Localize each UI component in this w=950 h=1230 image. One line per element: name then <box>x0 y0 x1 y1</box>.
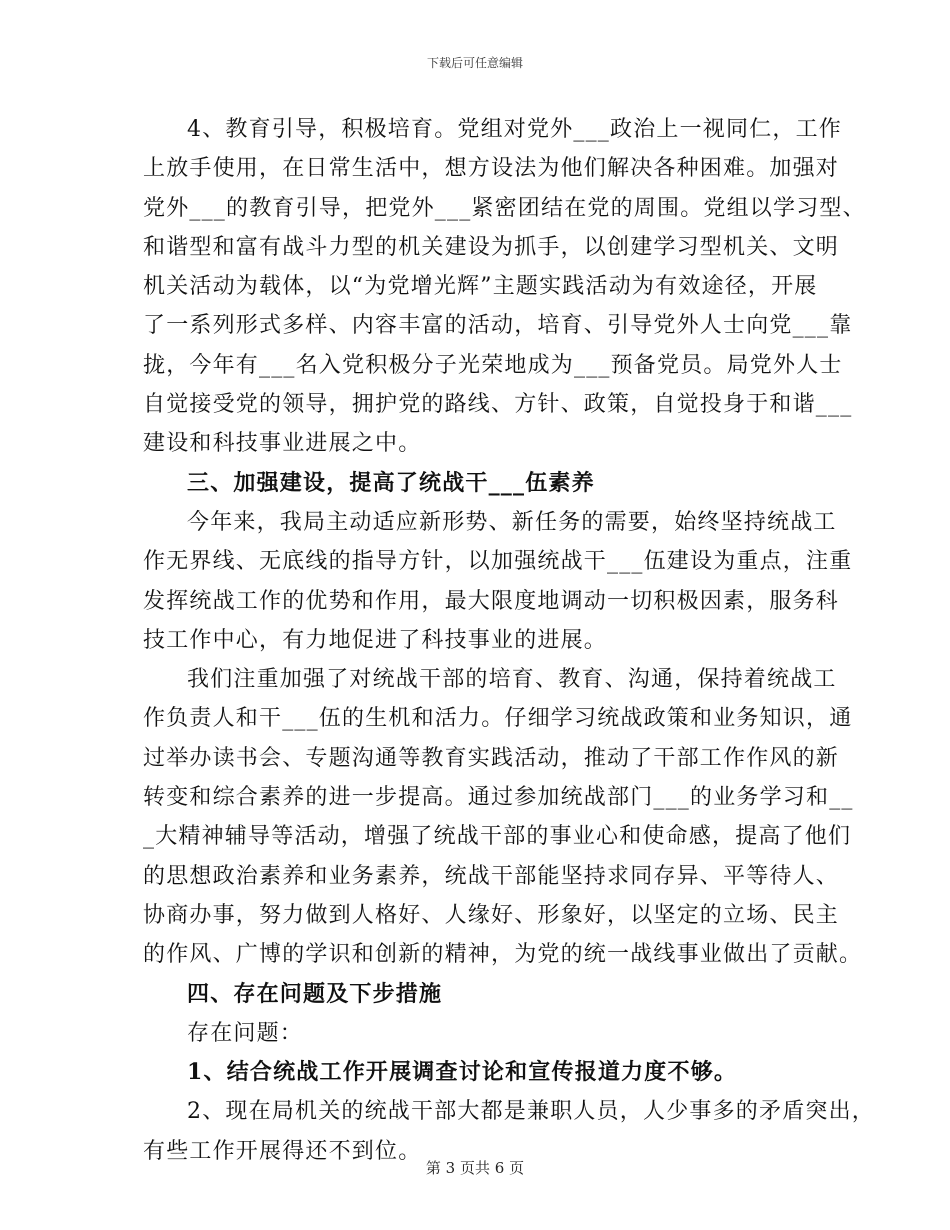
text-line: 发挥统战工作的优势和作用，最大限度地调动一切积极因素，服务科 <box>143 588 840 614</box>
text-line: 机关活动为载体，以“为党增光辉”主题实践活动为有效途径，开展 <box>143 274 818 300</box>
text-line: 4、教育引导，积极培育。党组对党外___政治上一视同仁，工作 <box>187 117 842 142</box>
text-line: 的思想政治素养和业务素养，统战干部能坚持求同存异、平等待人、 <box>143 863 840 889</box>
text-line: 作无界线、无底线的指导方针，以加强统战干___伍建设为重点，注重 <box>143 549 853 575</box>
section-heading-line: 三、加强建设，提高了统战干___伍素养 <box>187 469 595 496</box>
text-line: 了一系列形式多样、内容丰富的活动，培育、引导党外人士向党___靠 <box>143 313 853 339</box>
text-line: 有些工作开展得还不到位。 <box>143 1138 422 1164</box>
section-heading-line: 1、结合统战工作开展调查讨论和宣传报道力度不够。 <box>187 1059 738 1086</box>
section-heading-line: 四、存在问题及下步措施 <box>187 980 443 1007</box>
text-line: 今年来，我局主动适应新形势、新任务的需要，始终坚持统战工 <box>187 509 837 535</box>
text-line: 过举办读书会、专题沟通等教育实践活动，推动了干部工作作风的新 <box>143 745 840 771</box>
text-line: 建设和科技事业进展之中。 <box>143 431 422 457</box>
text-line: 的作风、广博的学识和创新的精神，为党的统一战线事业做出了贡献。 <box>143 942 863 968</box>
text-line: _大精神辅导等活动，增强了统战干部的事业心和使命感，提高了他们 <box>143 824 852 850</box>
text-line: 技工作中心，有力地促进了科技事业的进展。 <box>143 627 608 653</box>
page-header: 下载后可任意编辑 <box>426 56 523 70</box>
page-footer: 第 3 页共 6 页 <box>425 1159 525 1177</box>
text-line: 上放手使用，在日常生活中，想方设法为他们解决各种困难。加强对 <box>143 156 840 182</box>
text-line: 协商办事，努力做到人格好、人缘好、形象好，以坚定的立场、民主 <box>143 902 840 928</box>
text-line: 拢，今年有___名入党积极分子光荣地成为___预备党员。局党外人士 <box>143 352 843 378</box>
text-line: 我们注重加强了对统战干部的培育、教育、沟通，保持着统战工 <box>187 667 837 693</box>
text-line: 转变和综合素养的进一步提高。通过参加统战部门___的业务学习和__ <box>143 785 854 811</box>
text-line: 2、现在局机关的统战干部大都是兼职人员，人少事多的矛盾突出， <box>187 1099 875 1125</box>
text-line: 党外___的教育引导，把党外___紧密团结在党的周围。党组以学习型、 <box>143 195 866 221</box>
text-line: 自觉接受党的领导，拥护党的路线、方针、政策，自觉投身于和谐___ <box>143 392 853 418</box>
text-line: 作负责人和干___伍的生机和活力。仔细学习统战政策和业务知识，通 <box>143 706 853 732</box>
document-body <box>143 110 875 1171</box>
text-line: 和谐型和富有战斗力型的机关建设为抓手，以创建学习型机关、文明 <box>143 234 840 260</box>
text-line: 存在问题： <box>187 1020 304 1046</box>
